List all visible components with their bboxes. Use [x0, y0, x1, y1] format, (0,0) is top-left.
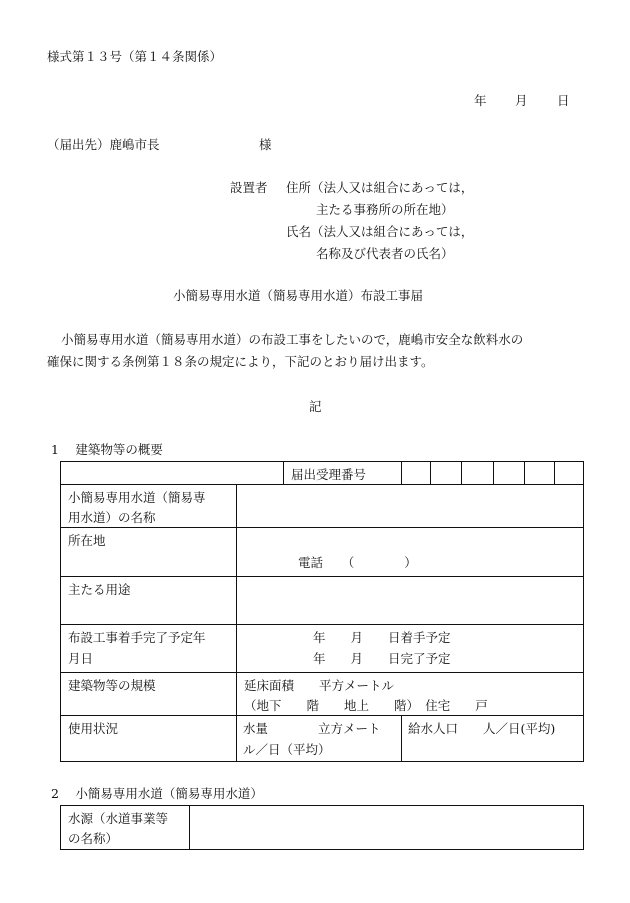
- section1-heading: 1 建築物等の概要: [51, 442, 163, 457]
- phone-text: 電話 （ ）: [298, 555, 417, 570]
- date-year: 年: [474, 93, 487, 108]
- receipt-number-box-2[interactable]: [431, 462, 460, 483]
- addressee: （届出先）鹿嶋市長: [47, 137, 160, 152]
- water-source-label-line1: 水源（水道事業等: [68, 811, 169, 826]
- receipt-number-box-5[interactable]: [525, 462, 553, 483]
- receipt-number-box-6[interactable]: [555, 462, 582, 483]
- name-line2: 名称及び代表者の氏名）: [316, 246, 454, 261]
- addressee-honorific: 様: [259, 137, 272, 152]
- facility-name-label-line2: 用水道）の名称: [68, 510, 156, 525]
- location-field[interactable]: [238, 529, 582, 553]
- served-population[interactable]: 給水人口 人／日(平均): [408, 721, 556, 736]
- usage-label: 使用状況: [68, 721, 119, 736]
- address-line1: 住所（法人又は組合にあっては，: [286, 180, 474, 195]
- schedule-end[interactable]: 年 月 日完了予定: [313, 651, 451, 666]
- water-volume-line1[interactable]: 水量 立方メート: [243, 721, 381, 736]
- main-purpose-label: 主たる用途: [68, 582, 131, 597]
- form-number: 様式第１３号（第１４条関係）: [47, 49, 223, 64]
- water-volume-line2: ル／日（平均）: [243, 742, 331, 757]
- water-source-field[interactable]: [191, 807, 582, 848]
- ki-mark: 記: [309, 399, 322, 414]
- date-day: 日: [557, 93, 570, 108]
- receipt-number-box-3[interactable]: [462, 462, 492, 483]
- applicant-label: 設置者: [230, 180, 268, 195]
- building-scale-label: 建築物等の規模: [68, 678, 156, 693]
- floor-area-text[interactable]: 延床面積 平方メートル: [244, 678, 395, 693]
- facility-name-label-line1: 小簡易専用水道（簡易専: [68, 490, 206, 505]
- document-title: 小簡易専用水道（簡易専用水道）布設工事届: [173, 288, 424, 303]
- water-source-label-line2: の名称）: [68, 831, 119, 846]
- receipt-number-box-1[interactable]: [402, 462, 429, 483]
- receipt-number-box-4[interactable]: [494, 462, 523, 483]
- location-label: 所在地: [68, 533, 106, 548]
- floors-units-text[interactable]: （地下 階 地上 階） 住宅 戸: [244, 698, 488, 713]
- schedule-start[interactable]: 年 月 日着手予定: [313, 630, 451, 645]
- facility-name-field[interactable]: [238, 486, 582, 526]
- schedule-label-line2: 月日: [68, 651, 94, 666]
- date-month: 月: [515, 93, 528, 108]
- section2-heading: 2 小簡易専用水道（簡易専用水道）: [51, 786, 263, 801]
- body-line2: 確保に関する条例第１８条の規定により，下記のとおり届け出ます。: [47, 354, 434, 369]
- main-purpose-field[interactable]: [238, 578, 582, 623]
- address-line2: 主たる事務所の所在地）: [316, 202, 454, 217]
- name-line1: 氏名（法人又は組合にあっては，: [286, 224, 474, 239]
- receipt-number-label: 届出受理番号: [291, 467, 367, 482]
- schedule-label-line1: 布設工事着手完了予定年: [68, 630, 206, 645]
- body-line1: 小簡易専用水道（簡易専用水道）の布設工事をしたいので，鹿嶋市安全な飲料水の: [61, 332, 524, 347]
